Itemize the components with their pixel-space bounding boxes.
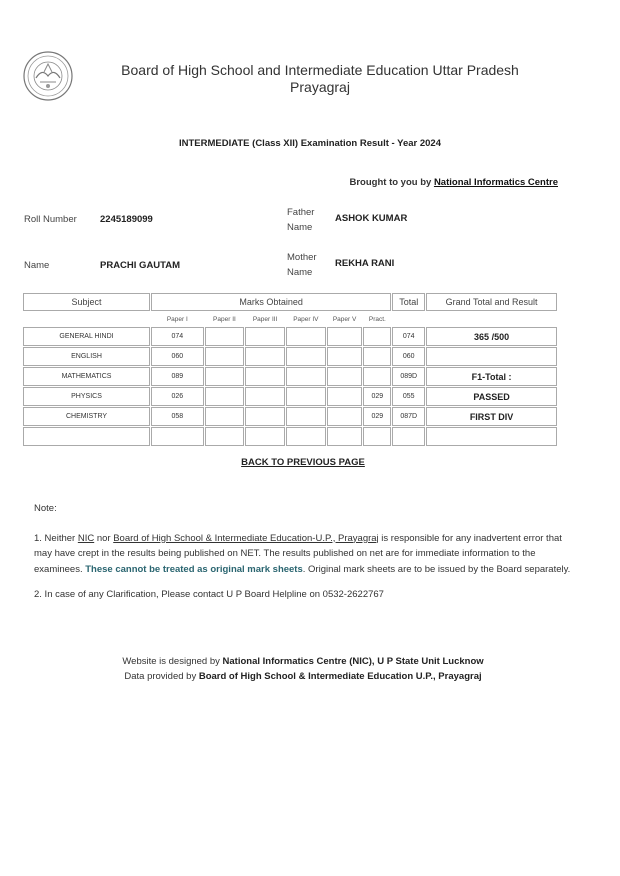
- footer: [0, 654, 606, 684]
- subject-cell: GENERAL HINDI: [23, 327, 150, 346]
- footer-line1-bold: National Informatics Centre (NIC), U P State Unit Lucknow: [222, 656, 484, 667]
- total-cell: 087D: [392, 407, 425, 426]
- note1-part-d: . Original mark sheets are to be issued by the Board separately.: [302, 563, 571, 575]
- footer-line2-prefix: Data provided by: [124, 671, 199, 682]
- practical-header: Pract.: [368, 315, 386, 323]
- exam-title: INTERMEDIATE (Class XII) Examination Result - Year 2024: [178, 138, 442, 149]
- note1-part-a: 1. Neither: [34, 532, 78, 544]
- paper1-cell: 074: [151, 327, 204, 346]
- brought-prefix: Brought to you by: [349, 177, 434, 188]
- board-name: Board of High School and Intermediate Education Uttar Pradesh: [121, 62, 519, 78]
- total-cell: 089D: [392, 367, 425, 386]
- table-row: [23, 387, 557, 406]
- note-2: 2. In case of any Clarification, Please contact U P Board Helpline on 0532-2622767: [34, 589, 384, 600]
- paper1-cell: 060: [151, 347, 204, 366]
- result-cell: F1-Total :: [426, 367, 557, 386]
- table-row: [23, 347, 557, 366]
- result-table: [22, 292, 558, 447]
- note1-warning: These cannot be treated as original mark sheets: [85, 563, 303, 575]
- total-cell: 055: [392, 387, 425, 406]
- back-to-previous-page-link[interactable]: BACK TO PREVIOUS PAGE: [241, 457, 365, 468]
- result-cell: [426, 347, 557, 366]
- grand-total-header: Grand Total and Result: [426, 293, 557, 311]
- father-name-value: ASHOK KUMAR: [335, 213, 408, 224]
- name-label: Name: [24, 260, 50, 271]
- result-cell: PASSED: [426, 387, 557, 406]
- paper4-header: Paper IV: [293, 315, 319, 323]
- notes-section: [34, 501, 574, 613]
- footer-line1-prefix: Website is designed by: [122, 656, 223, 667]
- table-header-row: [23, 293, 557, 311]
- subject-cell: CHEMISTRY: [23, 407, 150, 426]
- practical-cell: [363, 347, 391, 366]
- father-label-line2: Name: [287, 222, 313, 233]
- footer-line2-bold: Board of High School & Intermediate Education U.P., Prayagraj: [198, 671, 482, 682]
- roll-number-value: 2245189099: [100, 214, 153, 225]
- board-title: [0, 62, 620, 96]
- paper5-header: Paper V: [332, 315, 357, 323]
- result-cell: 365 /500: [426, 327, 557, 346]
- table-row: [23, 367, 557, 386]
- father-label-line1: Father: [287, 207, 315, 218]
- table-row: [23, 327, 557, 346]
- nic-link[interactable]: National Informatics Centre: [433, 177, 558, 188]
- table-row-empty: [23, 427, 557, 446]
- name-value: PRACHI GAUTAM: [100, 260, 181, 271]
- practical-cell: [363, 327, 391, 346]
- subject-cell: ENGLISH: [23, 347, 150, 366]
- practical-cell: [363, 367, 391, 386]
- paper1-header: Paper I: [166, 315, 188, 323]
- mother-name-label: [287, 250, 317, 280]
- paper1-cell: 026: [151, 387, 204, 406]
- mother-name-value: REKHA RANI: [335, 258, 395, 269]
- subject-header: Subject: [23, 293, 150, 311]
- brought-by: [350, 177, 559, 188]
- practical-cell: 029: [363, 387, 391, 406]
- marks-header: Marks Obtained: [151, 293, 391, 311]
- result-cell: FIRST DIV: [426, 407, 557, 426]
- father-name-label: [287, 205, 314, 235]
- paper1-cell: 058: [151, 407, 204, 426]
- table-row: [23, 407, 557, 426]
- subject-cell: MATHEMATICS: [23, 367, 150, 386]
- footer-data-provided: [0, 669, 606, 684]
- paper-header-row: [23, 312, 557, 326]
- note1-part-b: nor: [94, 532, 114, 544]
- note1-part-c: is responsible for any inadvertent error that may have crept in the results being published on NET. The results published on net are for immediate information to the examinees.: [34, 532, 562, 575]
- paper2-header: Paper II: [213, 315, 236, 323]
- subject-cell: PHYSICS: [23, 387, 150, 406]
- total-cell: 060: [392, 347, 425, 366]
- board-city: Prayagraj: [290, 79, 350, 95]
- paper1-cell: 089: [151, 367, 204, 386]
- total-header: Total: [392, 293, 425, 311]
- board-note-link[interactable]: Board of High School & Intermediate Education-U.P., Prayagraj: [113, 532, 379, 544]
- paper3-header: Paper III: [252, 315, 278, 323]
- note-1: [34, 531, 574, 578]
- total-cell: 074: [392, 327, 425, 346]
- notes-title: Note:: [34, 503, 57, 514]
- footer-designed-by: [0, 654, 606, 669]
- nic-note-link[interactable]: NIC: [77, 532, 95, 544]
- practical-cell: 029: [363, 407, 391, 426]
- mother-label-line1: Mother: [287, 252, 317, 263]
- mother-label-line2: Name: [287, 267, 313, 278]
- roll-number-label: Roll Number: [24, 214, 77, 225]
